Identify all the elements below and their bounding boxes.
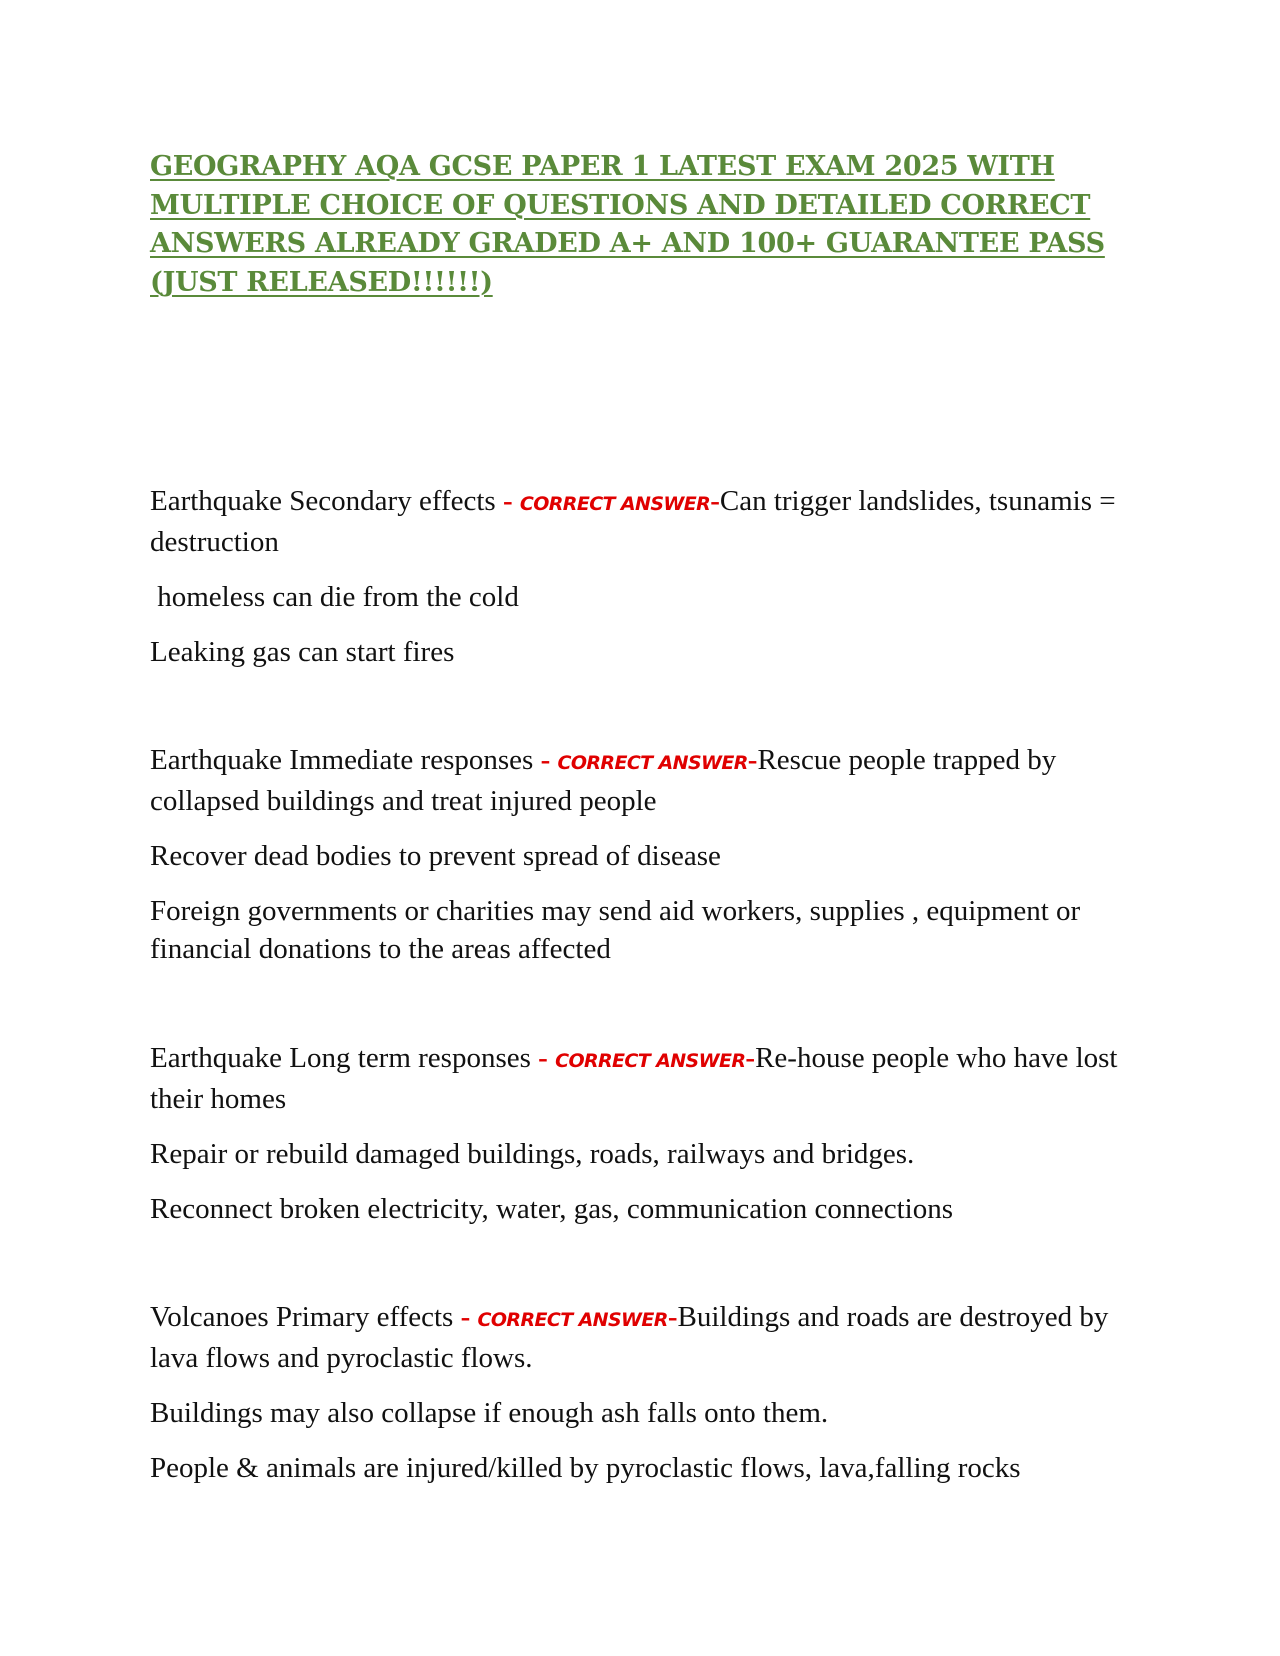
answer-line: homeless can die from the cold: [150, 581, 519, 613]
qa-entry: [150, 1039, 1140, 1228]
correct-answer-marker: CORRECT ANSWER: [555, 1050, 746, 1072]
answer-separator: -: [533, 744, 558, 776]
correct-answer-marker: CORRECT ANSWER: [557, 752, 748, 774]
answer-separator: -: [495, 485, 520, 517]
answer-line: Reconnect broken electricity, water, gas, communication connections: [150, 1193, 954, 1225]
answer-line: Repair or rebuild damaged buildings, roads, railways and bridges.: [150, 1138, 915, 1170]
qa-entry: [150, 482, 1140, 671]
correct-answer-marker: CORRECT ANSWER: [519, 493, 711, 515]
answer-line: People & animals are injured/killed by pyroclastic flows, lava,falling rocks: [150, 1452, 1021, 1484]
answer-text: Can trigger landslides, tsunamis = destruction: [150, 485, 1116, 558]
answer-dash: -: [667, 1301, 678, 1333]
answer-text: Buildings and roads are destroyed by lava flows and pyroclastic flows.: [150, 1301, 1109, 1374]
answer-dash: -: [747, 744, 758, 776]
question-term: Volcanoes Primary effects: [150, 1301, 454, 1333]
answer-line: Recover dead bodies to prevent spread of disease: [150, 840, 721, 872]
qa-question-line: [150, 1298, 1140, 1377]
qa-entry: [150, 741, 1140, 968]
question-term: Earthquake Immediate responses: [150, 744, 534, 776]
correct-answer-marker: CORRECT ANSWER: [477, 1309, 668, 1331]
answer-line: Foreign governments or charities may send aid workers, supplies , equipment or financial donations to the areas affected: [150, 895, 1081, 965]
answer-text: Rescue people trapped by collapsed buildings and treat injured people: [150, 744, 1057, 817]
question-term: Earthquake Secondary effects: [150, 485, 496, 517]
answer-separator: -: [530, 1042, 556, 1074]
answer-dash: -: [745, 1042, 756, 1074]
document-title: GEOGRAPHY AQA GCSE PAPER 1 LATEST EXAM 2025 WITH MULTIPLE CHOICE OF QUESTIONS AND DETAILED CORRECT ANSWERS ALREADY GRADED A+ AND 100+ GUARANTEE PASS (JUST RELEASED!!!!!!): [150, 151, 1105, 298]
answer-line: Leaking gas can start fires: [150, 636, 455, 668]
qa-question-line: [150, 741, 1140, 820]
qa-question-line: [150, 1039, 1140, 1118]
answer-dash: -: [710, 485, 720, 517]
question-term: Earthquake Long term responses: [150, 1042, 531, 1074]
answer-separator: -: [453, 1301, 478, 1333]
qa-entry: [150, 1298, 1140, 1487]
qa-question-line: [150, 482, 1140, 561]
answer-text: Re-house people who have lost their homes: [150, 1042, 1118, 1115]
answer-line: Buildings may also collapse if enough ash falls onto them.: [150, 1397, 829, 1429]
